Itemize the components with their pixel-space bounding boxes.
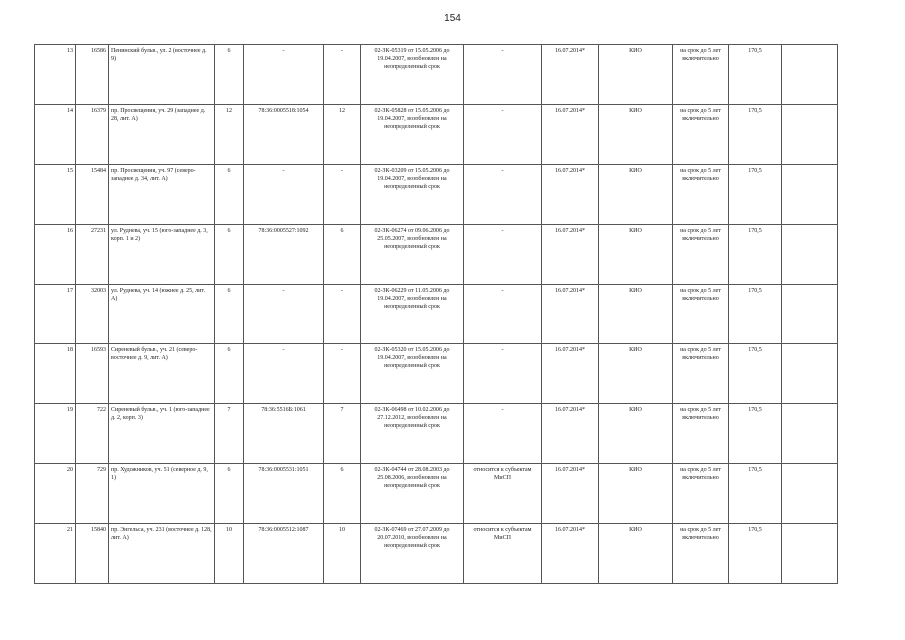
rate-cell: 170,5: [729, 344, 782, 404]
table-row: [35, 344, 838, 404]
table-row: [35, 224, 838, 284]
object-id: 16586: [76, 45, 109, 105]
note-cell: -: [464, 224, 542, 284]
note-cell: относится к субъектам МиСП: [464, 524, 542, 584]
note-cell: -: [464, 284, 542, 344]
address-cell: Сиреневый бульв., уч. 21 (северо-восточнее д. 9, лит. А): [109, 344, 215, 404]
term-cell: на срок до 5 лет включительно: [673, 524, 729, 584]
table-row: [35, 164, 838, 224]
address-cell: ул. Руднева, уч. 15 (юго-западнее д. 3, корп. 1 и 2): [109, 224, 215, 284]
row-number: 19: [35, 404, 76, 464]
object-id: 32003: [76, 284, 109, 344]
extra-cell: [782, 404, 838, 464]
permit-cell: 02-ЗК-04744 от 28.08.2003 до 25.08.2006, возобновлен на неопределенный срок: [361, 464, 464, 524]
row-number: 14: [35, 104, 76, 164]
area-cell: 6: [215, 224, 244, 284]
address-cell: пр. Просвещения, уч. 97 (северо-западнее д. 34, лит. А): [109, 164, 215, 224]
cadastral-number-cell: 78:36:0005527:1092: [244, 224, 324, 284]
area-cadastral-cell: -: [324, 344, 361, 404]
row-number: 18: [35, 344, 76, 404]
area-cell: 6: [215, 45, 244, 105]
object-id: 27231: [76, 224, 109, 284]
term-cell: на срок до 5 лет включительно: [673, 284, 729, 344]
permit-cell: 02-ЗК-05319 от 15.05.2006 до 19.04.2007, возобновлен на неопределенный срок: [361, 45, 464, 105]
note-cell: -: [464, 104, 542, 164]
area-cadastral-cell: -: [324, 164, 361, 224]
area-cadastral-cell: -: [324, 45, 361, 105]
date-cell: 16.07.2014*: [542, 284, 599, 344]
extra-cell: [782, 524, 838, 584]
note-cell: -: [464, 404, 542, 464]
rate-cell: 170,5: [729, 404, 782, 464]
address-cell: Пенинский бульв., ул. 2 (восточнее д. 9): [109, 45, 215, 105]
object-id: 722: [76, 404, 109, 464]
organization-cell: КИО: [599, 104, 673, 164]
area-cell: 6: [215, 344, 244, 404]
rate-cell: 170,5: [729, 464, 782, 524]
area-cell: 6: [215, 284, 244, 344]
rate-cell: 170,5: [729, 524, 782, 584]
date-cell: 16.07.2014*: [542, 104, 599, 164]
table-row: [35, 404, 838, 464]
rate-cell: 170,5: [729, 104, 782, 164]
area-cadastral-cell: -: [324, 284, 361, 344]
address-cell: Сиреневый бульв., уч. 1 (юго-западнее д. 2, корп. 3): [109, 404, 215, 464]
rate-cell: 170,5: [729, 45, 782, 105]
date-cell: 16.07.2014*: [542, 404, 599, 464]
note-cell: -: [464, 344, 542, 404]
registry-table: [34, 44, 838, 584]
extra-cell: [782, 224, 838, 284]
area-cell: 10: [215, 524, 244, 584]
area-cadastral-cell: 7: [324, 404, 361, 464]
organization-cell: КИО: [599, 164, 673, 224]
cadastral-number-cell: -: [244, 344, 324, 404]
note-cell: -: [464, 164, 542, 224]
area-cell: 6: [215, 464, 244, 524]
term-cell: на срок до 5 лет включительно: [673, 164, 729, 224]
table-row: [35, 464, 838, 524]
row-number: 15: [35, 164, 76, 224]
table-row: [35, 45, 838, 105]
rate-cell: 170,5: [729, 164, 782, 224]
area-cell: 12: [215, 104, 244, 164]
cadastral-number-cell: -: [244, 164, 324, 224]
organization-cell: КИО: [599, 45, 673, 105]
extra-cell: [782, 164, 838, 224]
term-cell: на срок до 5 лет включительно: [673, 104, 729, 164]
term-cell: на срок до 5 лет включительно: [673, 224, 729, 284]
cadastral-number-cell: 78:36:0005512:1087: [244, 524, 324, 584]
address-cell: пр. Просвещения, уч. 29 (западнее д. 28, лит. А): [109, 104, 215, 164]
page-number: 154: [444, 13, 461, 24]
permit-cell: 02-ЗК-03209 от 15.05.2006 до 19.04.2007, возобновлен на неопределенный срок: [361, 164, 464, 224]
permit-cell: 02-ЗК-07469 от 27.07.2009 до 20.07.2010, возобновлен на неопределенный срок: [361, 524, 464, 584]
object-id: 15840: [76, 524, 109, 584]
organization-cell: КИО: [599, 224, 673, 284]
table-row: [35, 284, 838, 344]
permit-cell: 02-ЗК-06274 от 09.06.2006 до 25.05.2007, возобновлен на неопределенный срок: [361, 224, 464, 284]
area-cadastral-cell: 6: [324, 224, 361, 284]
permit-cell: 02-ЗК-05828 от 15.05.2006 до 19.04.2007, возобновлен на неопределенный срок: [361, 104, 464, 164]
date-cell: 16.07.2014*: [542, 224, 599, 284]
organization-cell: КИО: [599, 464, 673, 524]
permit-cell: 02-ЗК-05320 от 15.05.2006 до 19.04.2007, возобновлен на неопределенный срок: [361, 344, 464, 404]
area-cell: 7: [215, 404, 244, 464]
organization-cell: КИО: [599, 344, 673, 404]
term-cell: на срок до 5 лет включительно: [673, 404, 729, 464]
row-number: 13: [35, 45, 76, 105]
cadastral-number-cell: 78:36:0005518:1054: [244, 104, 324, 164]
cadastral-number-cell: -: [244, 284, 324, 344]
object-id: 16379: [76, 104, 109, 164]
date-cell: 16.07.2014*: [542, 45, 599, 105]
cadastral-number-cell: -: [244, 45, 324, 105]
extra-cell: [782, 464, 838, 524]
table-row: [35, 104, 838, 164]
note-cell: -: [464, 45, 542, 105]
rate-cell: 170,5: [729, 224, 782, 284]
object-id: 15484: [76, 164, 109, 224]
address-cell: пр. Художников, уч. 51 (северное д. 9, 1): [109, 464, 215, 524]
date-cell: 16.07.2014*: [542, 464, 599, 524]
area-cadastral-cell: 10: [324, 524, 361, 584]
address-cell: пр. Энгельса, уч. 231 (восточнее д. 128, лит. А): [109, 524, 215, 584]
area-cadastral-cell: 12: [324, 104, 361, 164]
extra-cell: [782, 344, 838, 404]
date-cell: 16.07.2014*: [542, 524, 599, 584]
address-cell: ул. Руднева, уч. 14 (южнее д. 25, лит. А): [109, 284, 215, 344]
term-cell: на срок до 5 лет включительно: [673, 344, 729, 404]
term-cell: на срок до 5 лет включительно: [673, 45, 729, 105]
extra-cell: [782, 45, 838, 105]
term-cell: на срок до 5 лет включительно: [673, 464, 729, 524]
date-cell: 16.07.2014*: [542, 164, 599, 224]
cadastral-number-cell: 78:36:5516Б:1061: [244, 404, 324, 464]
permit-cell: 02-ЗК-06498 от 10.02.2006 до 27.12.2012, возобновлен на неопределенный срок: [361, 404, 464, 464]
extra-cell: [782, 284, 838, 344]
area-cadastral-cell: 6: [324, 464, 361, 524]
organization-cell: КИО: [599, 284, 673, 344]
row-number: 16: [35, 224, 76, 284]
object-id: 729: [76, 464, 109, 524]
row-number: 17: [35, 284, 76, 344]
date-cell: 16.07.2014*: [542, 344, 599, 404]
permit-cell: 02-ЗК-06229 от 11.05.2006 до 19.04.2007, возобновлен на неопределенный срок: [361, 284, 464, 344]
area-cell: 6: [215, 164, 244, 224]
row-number: 20: [35, 464, 76, 524]
extra-cell: [782, 104, 838, 164]
table-body: [35, 45, 838, 584]
note-cell: относится к субъектам МиСП: [464, 464, 542, 524]
organization-cell: КИО: [599, 524, 673, 584]
object-id: 16593: [76, 344, 109, 404]
rate-cell: 170,5: [729, 284, 782, 344]
table-row: [35, 524, 838, 584]
row-number: 21: [35, 524, 76, 584]
cadastral-number-cell: 78:36:0005531:1051: [244, 464, 324, 524]
organization-cell: КИО: [599, 404, 673, 464]
